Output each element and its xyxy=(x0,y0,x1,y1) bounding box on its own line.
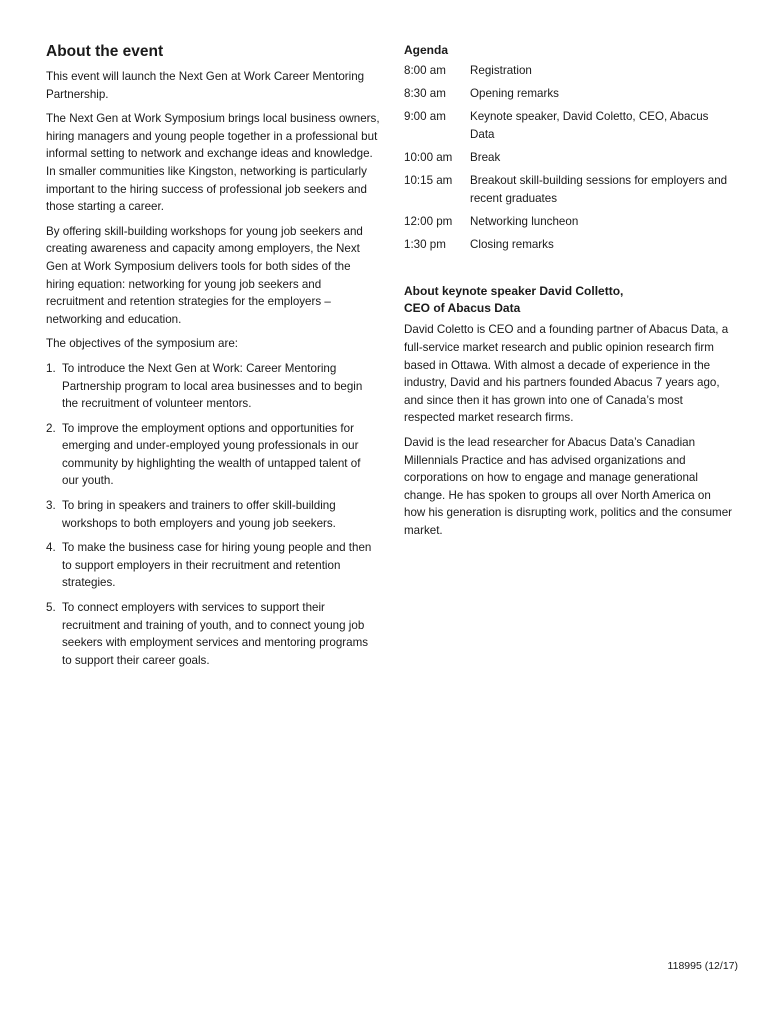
agenda-row xyxy=(404,108,734,143)
agenda-item: Keynote speaker, David Coletto, CEO, Abacus Data xyxy=(470,110,709,141)
agenda-time: 8:30 am xyxy=(404,87,446,101)
objective-text: To connect employers with services to support their recruitment and training of youth, and to connect young job seekers with employment services and mentoring programs to support their career goals. xyxy=(62,601,369,667)
agenda-heading: Agenda xyxy=(404,43,449,57)
objective-item xyxy=(46,420,380,490)
agenda-section xyxy=(404,42,734,253)
agenda-row xyxy=(404,236,734,254)
objective-number: 3. xyxy=(46,499,56,513)
about-heading: About the event xyxy=(46,43,164,60)
objective-text: To improve the employment options and opportunities for emerging and under-employed young professionals in our community by highlighting the wealth of untapped talent of our youth. xyxy=(62,421,361,488)
speaker-paragraph: David Coletto is CEO and a founding partner of Abacus Data, a full-service market research and public opinion research firm based in Ottawa. With almost a decade of experience in the industry, David and his partners founded Abacus 7 years ago, and since then it has grown into one of Canada’s most respected market research firms. xyxy=(404,323,729,425)
objective-item xyxy=(46,360,380,413)
agenda-row xyxy=(404,213,734,231)
agenda-list xyxy=(404,62,734,253)
speaker-heading-line1: About keynote speaker David Colletto, xyxy=(404,284,624,299)
objective-text: To make the business case for hiring young people and then to support employers in their recruitment and retention strategies. xyxy=(62,541,372,590)
agenda-time: 10:15 am xyxy=(404,173,453,187)
agenda-row xyxy=(404,62,734,80)
objective-text: To introduce the Next Gen at Work: Career Mentoring Partnership program to local area businesses and to begin the recruitment of volunteer mentors. xyxy=(62,361,363,411)
agenda-row xyxy=(404,172,734,207)
agenda-item: Breakout skill-building sessions for employers and recent graduates xyxy=(470,173,728,205)
agenda-time: 9:00 am xyxy=(404,110,446,124)
agenda-row xyxy=(404,85,734,103)
agenda-item: Registration xyxy=(470,64,532,77)
objective-item xyxy=(46,539,380,592)
objective-text: To bring in speakers and trainers to offer skill-building workshops to both employers and young job seekers. xyxy=(62,499,336,530)
objective-number: 2. xyxy=(46,421,56,435)
speaker-paragraph: David is the lead researcher for Abacus Data’s Canadian Millennials Practice and has advised organizations and corporations on how to engage and manage generational change. He has spoken to groups all over North America on how his generation is disrupting work, politics and the consumer market. xyxy=(404,435,733,537)
objective-item xyxy=(46,599,380,669)
agenda-time: 1:30 pm xyxy=(404,237,446,251)
objectives-list xyxy=(46,360,380,670)
agenda-row xyxy=(404,149,734,167)
objective-number: 1. xyxy=(46,361,56,375)
about-paragraph: The Next Gen at Work Symposium brings local business owners, hiring managers and young people together in a professional but informal setting to network and exchange ideas and knowledge. In smaller communities like Kingston, networking is particularly important to the hiring success of professional job seekers and those starting a career. xyxy=(46,112,380,214)
agenda-time: 10:00 am xyxy=(404,150,453,164)
agenda-time: 8:00 am xyxy=(404,64,446,77)
objective-number: 4. xyxy=(46,541,56,555)
agenda-item: Break xyxy=(470,150,501,164)
objective-item xyxy=(46,497,380,532)
speaker-heading-line2: CEO of Abacus Data xyxy=(404,301,521,316)
about-paragraph: This event will launch the Next Gen at Work Career Mentoring Partnership. xyxy=(46,70,365,101)
agenda-item: Networking luncheon xyxy=(470,214,579,228)
document-code: 118995 (12/17) xyxy=(667,960,738,972)
right-column xyxy=(404,42,734,546)
speaker-heading xyxy=(404,283,734,317)
objective-number: 5. xyxy=(46,601,56,615)
agenda-time: 12:00 pm xyxy=(404,214,453,228)
agenda-item: Closing remarks xyxy=(470,237,554,251)
about-section xyxy=(46,42,380,676)
speaker-section xyxy=(404,283,734,539)
objectives-intro: The objectives of the symposium are: xyxy=(46,337,239,351)
agenda-item: Opening remarks xyxy=(470,87,559,101)
about-paragraph: By offering skill-building workshops for young job seekers and creating awareness and capacity among employers, the Next Gen at Work Symposium delivers tools for both sides of the hiring equation: networking for young job seekers and recruitment and retention strategies for the employers – networking and education. xyxy=(46,224,363,326)
